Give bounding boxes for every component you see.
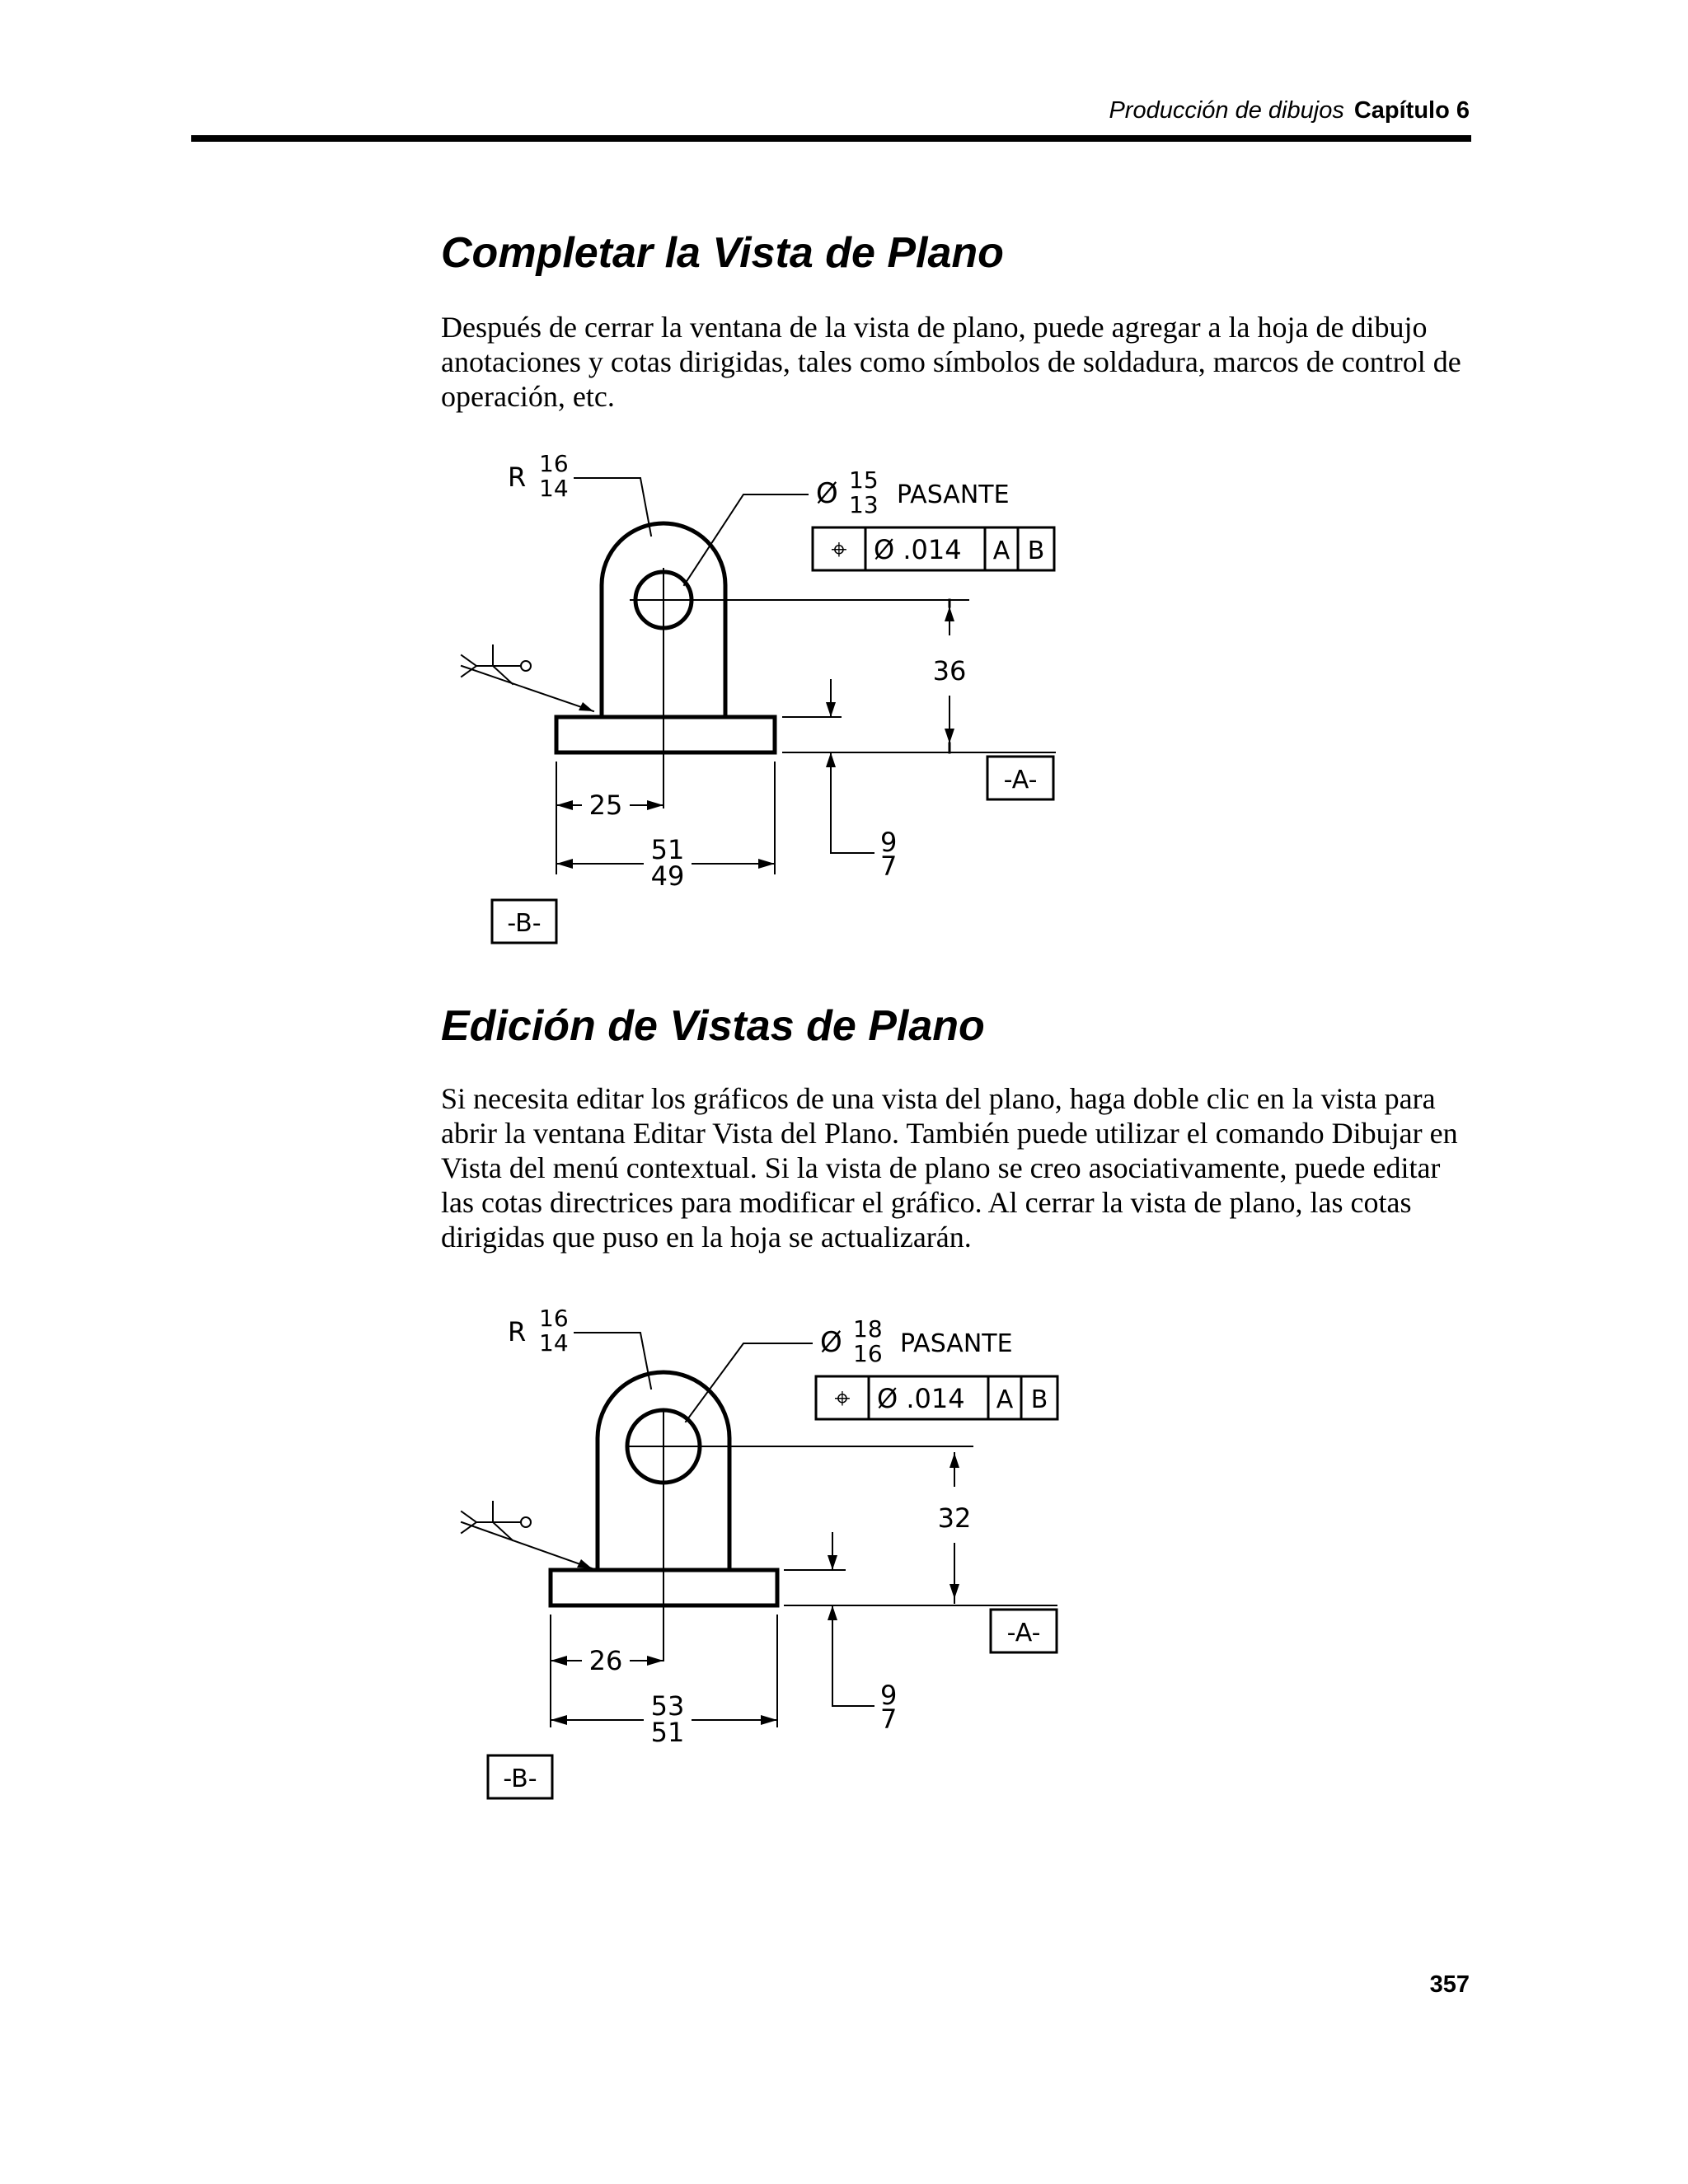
thickness-lower: 7	[880, 1704, 898, 1735]
header-chapter: Capítulo 6	[1353, 97, 1470, 124]
height-dimension: 32	[937, 1502, 972, 1534]
center-dimension: 26	[588, 1645, 623, 1676]
width-lower: 51	[650, 1717, 685, 1748]
fcf-datum-a: A	[992, 537, 1010, 565]
position-tolerance-icon: ⌖	[834, 1382, 851, 1415]
section-heading-edicion: Edición de Vistas de Plano	[441, 1002, 985, 1050]
page-number: 357	[1429, 1971, 1470, 1998]
hole-note: PASANTE	[900, 1329, 1013, 1358]
hole-lower: 13	[849, 491, 879, 518]
running-header	[1109, 97, 1470, 124]
radius-lower: 14	[539, 475, 569, 502]
width-lower: 49	[650, 860, 685, 892]
radius-upper: 16	[539, 1305, 569, 1332]
section-heading-completar: Completar la Vista de Plano	[441, 229, 1004, 277]
section-body-edicion: Si necesita editar los gráficos de una vista del plano, haga doble clic en la vista para abrir la ventana Editar Vista del Plano. También puede utilizar el comando Dibujar en Vista del menú contextual. Si la vista de plano se creo asociativamente, puede editar las cotas directrices para modificar el gráfico. Al cerrar la vista de plano, las cotas dirigidas que puso en la hoja se actualizarán.	[441, 1082, 1458, 1254]
datum-b-label: -B-	[507, 909, 542, 938]
hole-lower: 16	[853, 1340, 883, 1367]
datum-a-label: -A-	[1006, 1619, 1041, 1647]
width-upper: 51	[650, 834, 685, 865]
section-body-completar: Después de cerrar la ventana de la vista de plano, puede agregar a la hoja de dibujo anotaciones y cotas dirigidas, tales como símbolos de soldadura, marcos de control de operación, etc.	[441, 311, 1461, 413]
base-plate	[556, 717, 775, 752]
header-rule	[191, 135, 1471, 142]
datum-a-label: -A-	[1003, 766, 1038, 794]
thickness-lower: 7	[880, 851, 898, 882]
fcf-datum-b: B	[1030, 1385, 1048, 1414]
header-section-title: Producción de dibujos	[1109, 97, 1344, 124]
cad-drawing-2	[445, 1298, 1071, 1809]
hole-upper: 18	[853, 1315, 883, 1343]
radius-label: R	[508, 1316, 527, 1347]
hole-diameter-symbol: Ø	[820, 1326, 842, 1359]
fcf-tolerance: Ø .014	[874, 534, 962, 565]
radius-lower: 14	[539, 1329, 569, 1357]
hole-diameter-symbol: Ø	[816, 477, 838, 510]
position-tolerance-icon: ⌖	[831, 533, 847, 566]
cad-drawing-1	[445, 445, 1071, 956]
width-upper: 53	[650, 1690, 685, 1722]
thickness-upper: 9	[880, 827, 898, 858]
figure-completar-vista	[445, 445, 1071, 956]
radius-label: R	[508, 462, 527, 493]
fcf-datum-a: A	[996, 1385, 1014, 1414]
radius-upper: 16	[539, 450, 569, 477]
fcf-datum-b: B	[1027, 537, 1045, 565]
hole-note: PASANTE	[897, 480, 1010, 509]
height-dimension: 36	[932, 655, 967, 687]
hole-upper: 15	[849, 466, 879, 494]
center-dimension: 25	[588, 790, 623, 821]
datum-b-label: -B-	[503, 1765, 537, 1793]
fcf-tolerance: Ø .014	[877, 1383, 965, 1414]
thickness-upper: 9	[880, 1680, 898, 1711]
figure-edicion-vistas	[445, 1298, 1071, 1809]
